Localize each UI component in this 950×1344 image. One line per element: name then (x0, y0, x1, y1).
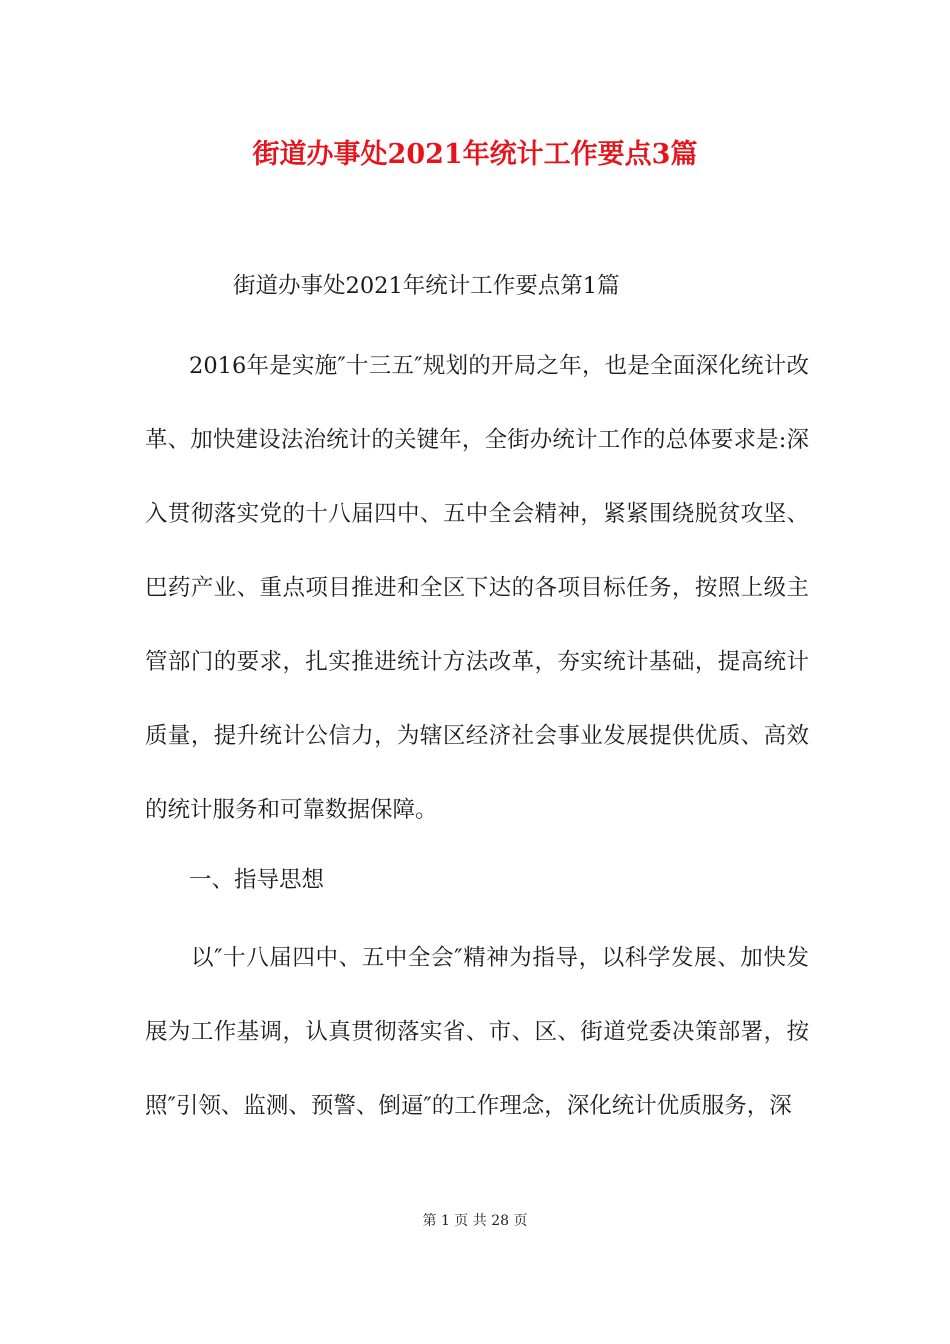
page-number-footer: 第 1 页 共 28 页 (422, 1213, 528, 1229)
section-heading-guiding-ideology: 一、指导思想 (189, 867, 325, 893)
paragraph-overview: 2016年是实施″十三五″规划的开局之年，也是全面深化统计改革、加快建设法治统计的关键年，全街办统计工作的总体要求是:深入贯彻落实党的十八届四中、五中全会精神，紧紧围绕脱贫攻坚、巴药产业、重点项目推进和全区下达的各项目标任务，按照上级主管部门的要求，扎实推进统计方法改革，夯实统计基础，提高统计质量，提升统计公信力，为辖区经济社会事业发展提供优质、高效的统计服务和可靠数据保障。 (145, 353, 809, 823)
document-title: 街道办事处2021年统计工作要点3篇 (252, 139, 698, 170)
paragraph-guiding-ideology: 以″十八届四中、五中全会″精神为指导，以科学发展、加快发展为工作基调，认真贯彻落实省、市、区、街道党委决策部署，按照″引领、监测、预警、倒逼″的工作理念，深化统计优质服务，深 (145, 945, 809, 1119)
section-subtitle: 街道办事处2021年统计工作要点第1篇 (233, 273, 620, 299)
